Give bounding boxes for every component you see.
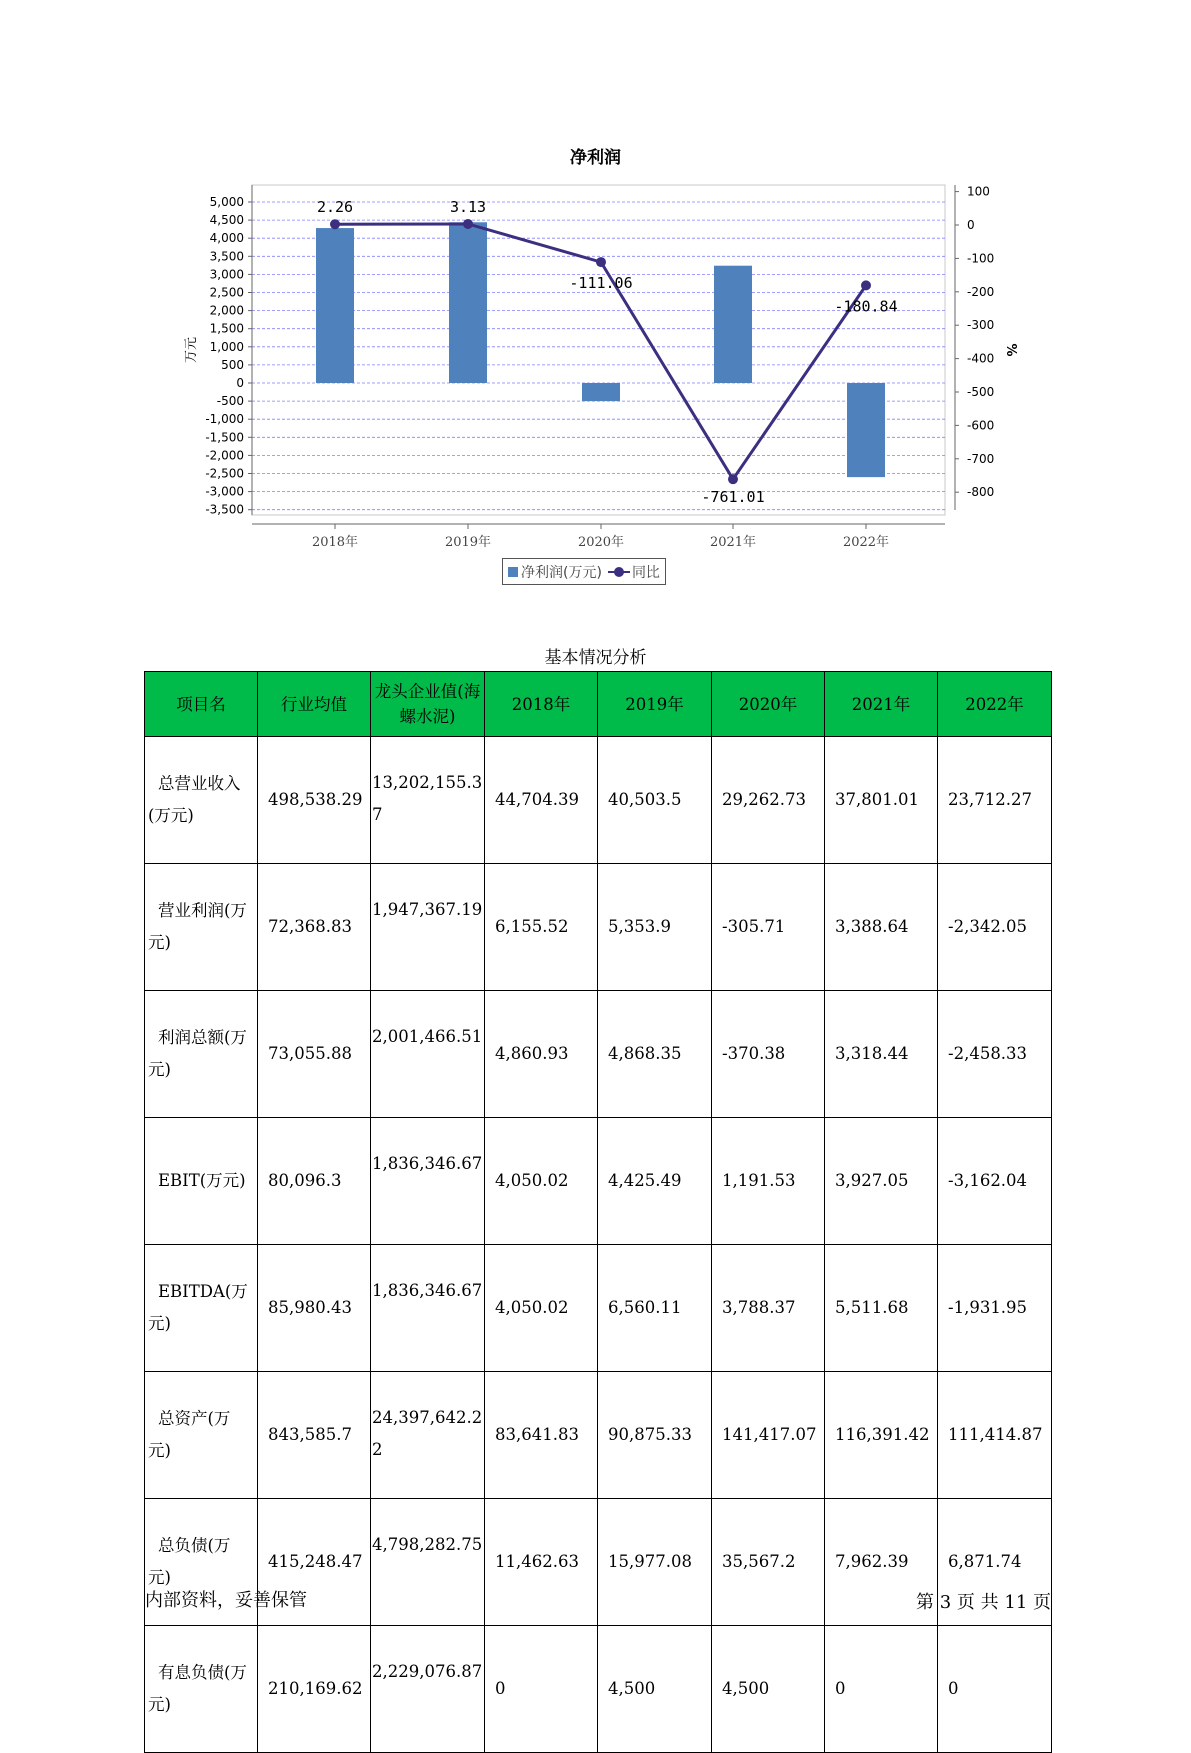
table-row (145, 991, 1052, 1118)
table-cell: 4,050.02 (485, 1118, 598, 1245)
yoy-data-label: -761.01 (701, 488, 765, 507)
bar-swatch-icon (508, 567, 518, 577)
table-cell: -2,458.33 (938, 991, 1052, 1118)
net-profit-bar (582, 383, 620, 401)
left-tick-label: -3,000 (205, 484, 244, 499)
table-cell: 37,801.01 (825, 737, 938, 864)
left-tick-label: 500 (221, 357, 244, 372)
table-cell: 3,318.44 (825, 991, 938, 1118)
left-tick-label: 2,000 (209, 303, 244, 318)
table-row (145, 737, 1052, 864)
x-tick-label: 2021年 (709, 535, 757, 550)
table-cell: 72,368.83 (258, 864, 371, 991)
right-tick-label: -400 (967, 351, 995, 366)
header-cell: 2019年 (598, 672, 712, 737)
table-cell: 843,585.7 (258, 1372, 371, 1499)
table-cell: 4,860.93 (485, 991, 598, 1118)
table-cell: 116,391.42 (825, 1372, 938, 1499)
table-cell: 2,001,466.51 (371, 991, 485, 1118)
table-cell: 3,788.37 (712, 1245, 825, 1372)
right-tick-label: 0 (967, 218, 975, 232)
left-tick-label: 0 (236, 376, 244, 390)
table-cell: -305.71 (712, 864, 825, 991)
row-label-cell: 总营业收入(万元) (145, 737, 258, 864)
right-tick-label: -700 (967, 451, 995, 466)
header-cell: 龙头企业值(海螺水泥) (371, 672, 485, 737)
right-axis-title: % (1003, 343, 1018, 357)
table-cell: 13,202,155.37 (371, 737, 485, 864)
x-tick-label: 2020年 (577, 535, 625, 550)
net-profit-bar (316, 228, 354, 383)
table-cell: 210,169.62 (258, 1626, 371, 1753)
table-row (145, 1245, 1052, 1372)
row-label-cell: 总负债(万元) (145, 1499, 258, 1626)
table-cell: 0 (825, 1626, 938, 1753)
yoy-point (463, 219, 473, 229)
table-cell: 44,704.39 (485, 737, 598, 864)
table-cell: 85,980.43 (258, 1245, 371, 1372)
table-cell: 4,425.49 (598, 1118, 712, 1245)
x-tick-label: 2022年 (842, 535, 890, 550)
row-label-cell: 利润总额(万元) (145, 991, 258, 1118)
table-cell: 111,414.87 (938, 1372, 1052, 1499)
yoy-data-label: -180.84 (834, 297, 898, 316)
right-tick-label: -300 (967, 318, 995, 333)
right-tick-label: -100 (967, 251, 995, 266)
table-cell: 4,500 (598, 1626, 712, 1753)
table-cell: -3,162.04 (938, 1118, 1052, 1245)
left-tick-label: -3,500 (205, 502, 244, 517)
table-cell: 3,388.64 (825, 864, 938, 991)
table-cell: 6,560.11 (598, 1245, 712, 1372)
legend-item-bar (508, 562, 602, 582)
table-cell: 1,836,346.67 (371, 1245, 485, 1372)
left-tick-label: 2,500 (209, 285, 244, 300)
left-tick-label: 5,000 (209, 195, 244, 209)
table-cell: 0 (485, 1626, 598, 1753)
table-cell: 6,155.52 (485, 864, 598, 991)
row-label-cell: 总资产(万元) (145, 1372, 258, 1499)
left-tick-label: 4,000 (209, 231, 244, 246)
table-cell: 3,927.05 (825, 1118, 938, 1245)
table-cell: 5,353.9 (598, 864, 712, 991)
table-cell: -2,342.05 (938, 864, 1052, 991)
table-cell: -370.38 (712, 991, 825, 1118)
yoy-point (861, 280, 871, 290)
x-tick-label: 2018年 (311, 535, 359, 550)
table-cell: 83,641.83 (485, 1372, 598, 1499)
header-cell: 2018年 (485, 672, 598, 737)
left-tick-label: -500 (216, 394, 244, 409)
table-row (145, 1626, 1052, 1753)
net-profit-bar (714, 266, 752, 383)
right-tick-label: -500 (967, 385, 995, 399)
yoy-point (596, 257, 606, 267)
left-tick-label: -1,500 (205, 430, 244, 445)
table-cell: 24,397,642.22 (371, 1372, 485, 1499)
table-cell: 4,500 (712, 1626, 825, 1753)
right-tick-label: -800 (967, 485, 995, 500)
x-tick-label: 2019年 (444, 535, 492, 550)
table-row (145, 1118, 1052, 1245)
table-cell: 15,977.08 (598, 1499, 712, 1626)
right-tick-label: -600 (967, 418, 995, 433)
net-profit-bar (449, 222, 487, 383)
right-tick-label: -200 (967, 284, 995, 299)
table-cell: 73,055.88 (258, 991, 371, 1118)
chart-legend (502, 558, 666, 585)
legend-line-label: 同比 (631, 564, 660, 581)
table-cell: 80,096.3 (258, 1118, 371, 1245)
row-label-cell: EBITDA(万元) (145, 1245, 258, 1372)
table-cell: -1,931.95 (938, 1245, 1052, 1372)
table-cell: 0 (938, 1626, 1052, 1753)
legend-bar-label: 净利润(万元) (521, 564, 602, 581)
table-cell: 90,875.33 (598, 1372, 712, 1499)
left-tick-label: -2,500 (205, 466, 244, 481)
row-label-cell: 有息负债(万元) (145, 1626, 258, 1753)
line-marker-icon (608, 566, 630, 578)
footer-page-number: 第 3 页 共 11 页 (916, 1592, 1051, 1613)
yoy-data-label: -111.06 (569, 274, 633, 293)
header-cell: 项目名 (145, 672, 258, 737)
table-cell: 4,050.02 (485, 1245, 598, 1372)
table-cell: 4,868.35 (598, 991, 712, 1118)
header-cell: 行业均值 (258, 672, 371, 737)
table-cell: 1,191.53 (712, 1118, 825, 1245)
row-label-cell: 营业利润(万元) (145, 864, 258, 991)
table-cell: 1,836,346.67 (371, 1118, 485, 1245)
chart-title: 净利润 (570, 148, 621, 168)
table-cell: 23,712.27 (938, 737, 1052, 864)
left-tick-label: 3,500 (209, 249, 244, 264)
table-cell: 11,462.63 (485, 1499, 598, 1626)
footer-confidential: 内部资料，妥善保管 (145, 1590, 307, 1611)
yoy-data-label: 2.26 (316, 198, 354, 217)
table-cell: 7,962.39 (825, 1499, 938, 1626)
table-cell: 415,248.47 (258, 1499, 371, 1626)
net-profit-chart (0, 0, 1191, 560)
header-cell: 2021年 (825, 672, 938, 737)
table-row (145, 1372, 1052, 1499)
table-cell: 498,538.29 (258, 737, 371, 864)
header-cell: 2022年 (938, 672, 1052, 737)
legend-item-line (608, 562, 660, 582)
table-cell: 1,947,367.19 (371, 864, 485, 991)
table-cell: 29,262.73 (712, 737, 825, 864)
header-cell: 2020年 (712, 672, 825, 737)
left-tick-label: 1,000 (209, 339, 244, 354)
right-tick-label: 100 (967, 184, 990, 199)
table-row (145, 864, 1052, 991)
table-cell: 40,503.5 (598, 737, 712, 864)
left-tick-label: -2,000 (205, 448, 244, 463)
table-cell: 35,567.2 (712, 1499, 825, 1626)
table-cell: 2,229,076.87 (371, 1626, 485, 1753)
row-label-cell: EBIT(万元) (145, 1118, 258, 1245)
table-cell: 5,511.68 (825, 1245, 938, 1372)
table-cell: 4,798,282.75 (371, 1499, 485, 1626)
table-header-row (145, 672, 1052, 737)
table-title: 基本情况分析 (544, 648, 647, 668)
left-tick-label: 1,500 (209, 321, 244, 336)
left-axis-title: 万元 (184, 336, 199, 364)
net-profit-bar (847, 383, 885, 477)
yoy-data-label: 3.13 (449, 197, 487, 216)
left-tick-label: 3,000 (209, 267, 244, 282)
yoy-point (728, 474, 738, 484)
table-cell: 6,871.74 (938, 1499, 1052, 1626)
left-tick-label: -1,000 (205, 412, 244, 427)
left-tick-label: 4,500 (209, 213, 244, 228)
table-cell: 141,417.07 (712, 1372, 825, 1499)
yoy-point (330, 219, 340, 229)
plot-area (252, 185, 945, 515)
